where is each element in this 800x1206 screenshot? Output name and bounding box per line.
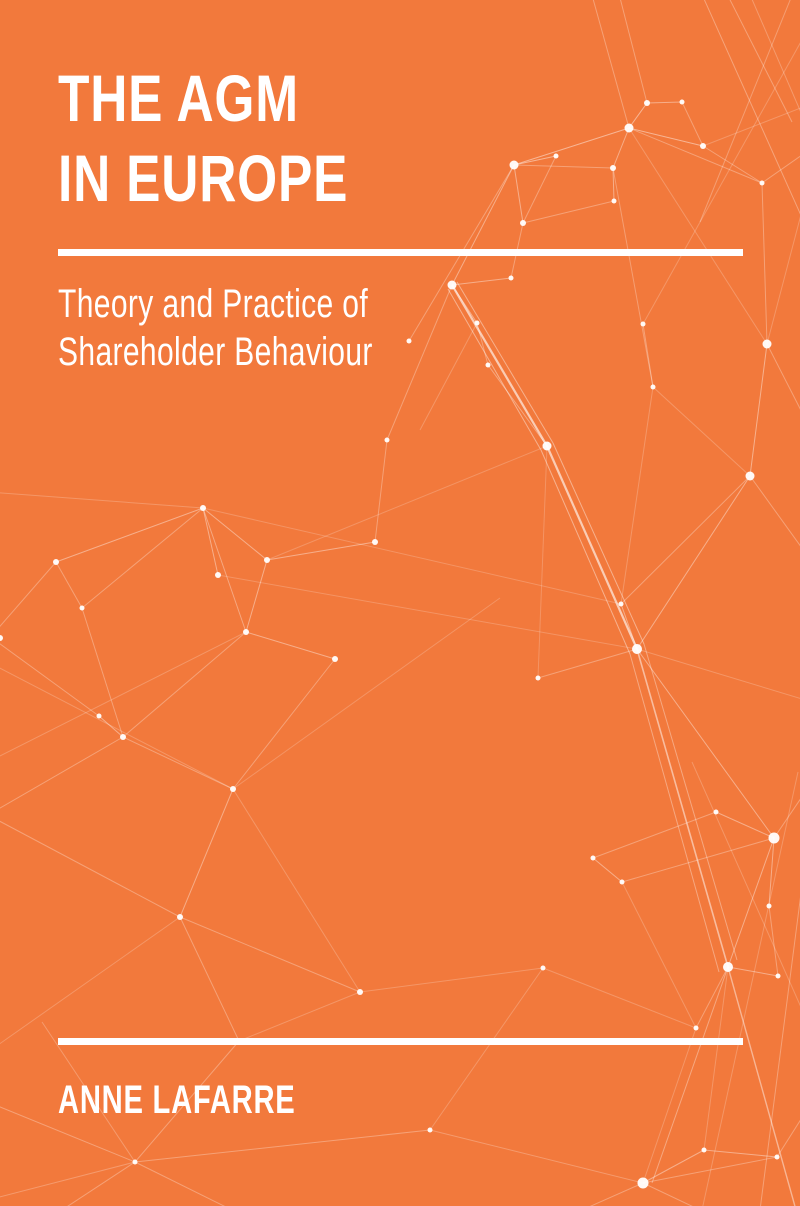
title-divider-rule [58, 249, 743, 256]
subtitle-line-1: Theory and Practice of [58, 282, 369, 326]
author-name: ANNE LAFARRE [58, 1078, 296, 1122]
book-title [58, 58, 348, 218]
title-line-2: IN EUROPE [58, 141, 349, 215]
book-subtitle [58, 280, 373, 376]
subtitle-line-2: Shareholder Behaviour [58, 330, 373, 374]
author-divider-rule [58, 1038, 743, 1045]
title-line-1: THE AGM [58, 61, 299, 135]
